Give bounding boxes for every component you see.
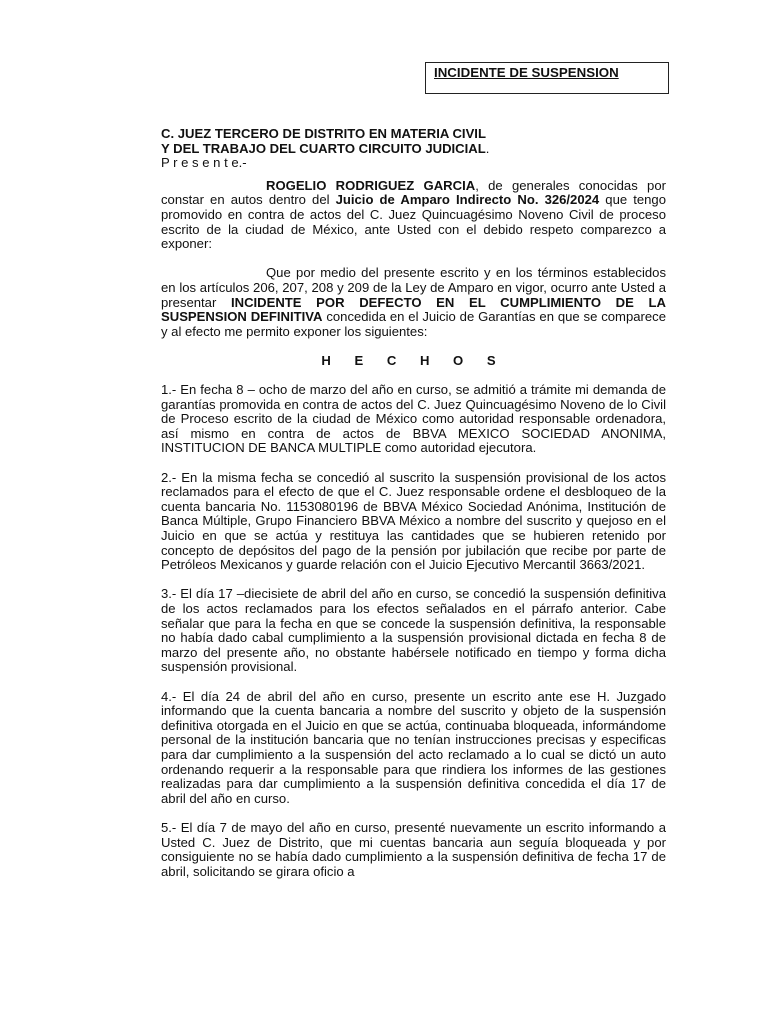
incident-title-box (425, 62, 669, 94)
addressee-line-2: Y DEL TRABAJO DEL CUARTO CIRCUITO JUDICIAL. (161, 140, 490, 156)
intro-paragraph: ROGELIO RODRIGUEZ GARCIA, de generales conocidas por constar en autos dentro del Juicio de Amparo Indirecto No. 326/2024 que tengo promovido en contra de actos del C. Juez Quincuagésimo Noveno Civil de proceso escrito de la ciudad de México, ante Usted con el debido respeto comparezco a exponer: (161, 177, 666, 252)
fact-paragraph-3: 3.- El día 17 –diecisiete de abril del año en curso, se concedió la suspensión definitiva de los actos reclamados para los efectos señalados en el párrafo anterior. Cabe señalar que para la fecha en que se concede la suspensión definitiva, la responsable no había dado cabal cumplimiento a la suspensión provisional dictada en fecha 8 de marzo del presente año, no obstante habérsele notificado en tiempo y forma dicha suspensión provisional. (161, 586, 666, 675)
incident-title: INCIDENTE DE SUSPENSION (434, 65, 619, 80)
request-paragraph: Que por medio del presente escrito y en los términos establecidos en los artículos 206, 207, 208 y 209 de la Ley de Amparo en vigor, ocurro ante Usted a presentar INCIDENTE POR DEFECTO EN EL CUMPLIMIENTO DE LA SUSPENSION DEFINITIVA concedida en el Juicio de Garantías en que se comparece y al efecto me permito exponer los siguientes: (161, 265, 666, 339)
section-title-hechos: H E C H O S (321, 352, 506, 368)
petitioner-name: ROGELIO RODRIGUEZ GARCIA (266, 177, 476, 193)
fact-paragraph-4: 4.- El día 24 de abril del año en curso, presente un escrito ante ese H. Juzgado informando que la cuenta bancaria a nombre del suscrito y objeto de la suspensión definitiva otorgada en el Juicio en que se actúa, continuaba bloqueada, informándome personal de la institución bancaria que no tenían instrucciones precisas y especificas para dar cumplimiento a la suspensión del acto reclamado a lo cual se dictó un auto ordenando requerir a la responsable para que rindiera los informes de las gestiones realizadas para dar cumplimiento a la suspensión definitiva concedida el día 17 de abril del año en curso. (161, 688, 666, 806)
document-body (161, 127, 666, 879)
fact-paragraph-5: 5.- El día 7 de mayo del año en curso, presenté nuevamente un escrito informando a Usted C. Juez de Distrito, que mi cuentas bancaria aun seguía bloqueada y por consiguiente no se había dado cumplimiento a la suspensión definitiva de fecha 17 de abril, solicitando se girara oficio a (161, 819, 666, 879)
addressee-line-3: P r e s e n t e.- (161, 155, 247, 171)
addressee-line-1: C. JUEZ TERCERO DE DISTRITO EN MATERIA CIVIL (161, 126, 486, 141)
case-number: Juicio de Amparo Indirecto No. 326/2024 (335, 192, 600, 208)
fact-paragraph-1: 1.- En fecha 8 – ocho de marzo del año en curso, se admitió a trámite mi demanda de garantías promovida en contra de actos del C. Juez Quincuagésimo Noveno de lo Civil de Proceso escrito de la ciudad de México como autoridad responsable ordenadora, así mismo en contra de actos de BBVA MEXICO SOCIEDAD ANONIMA, INSTITUCION DE BANCA MULTIPLE como autoridad ejecutora. (161, 382, 666, 456)
incident-request: INCIDENTE POR DEFECTO EN EL CUMPLIMIENTO DE LA SUSPENSION DEFINITIVA (161, 294, 666, 325)
fact-paragraph-2: 2.- En la misma fecha se concedió al suscrito la suspensión provisional de los actos reclamados para el efecto de que el C. Juez responsable ordene el desbloqueo de la cuenta bancaria No. 1153080196 de BBVA México Sociedad Anónima, Institución de Banca Múltiple, Grupo Financiero BBVA México a nombre del suscrito y quejoso en el Juicio en que se actúa y restituya las cantidades que se hubieren retenido por concepto de depósitos del pago de la pensión por jubilación que recibe por parte de Petróleos Mexicanos y guarde relación con el Juicio Ejecutivo Mercantil 3663/2021. (161, 469, 666, 573)
